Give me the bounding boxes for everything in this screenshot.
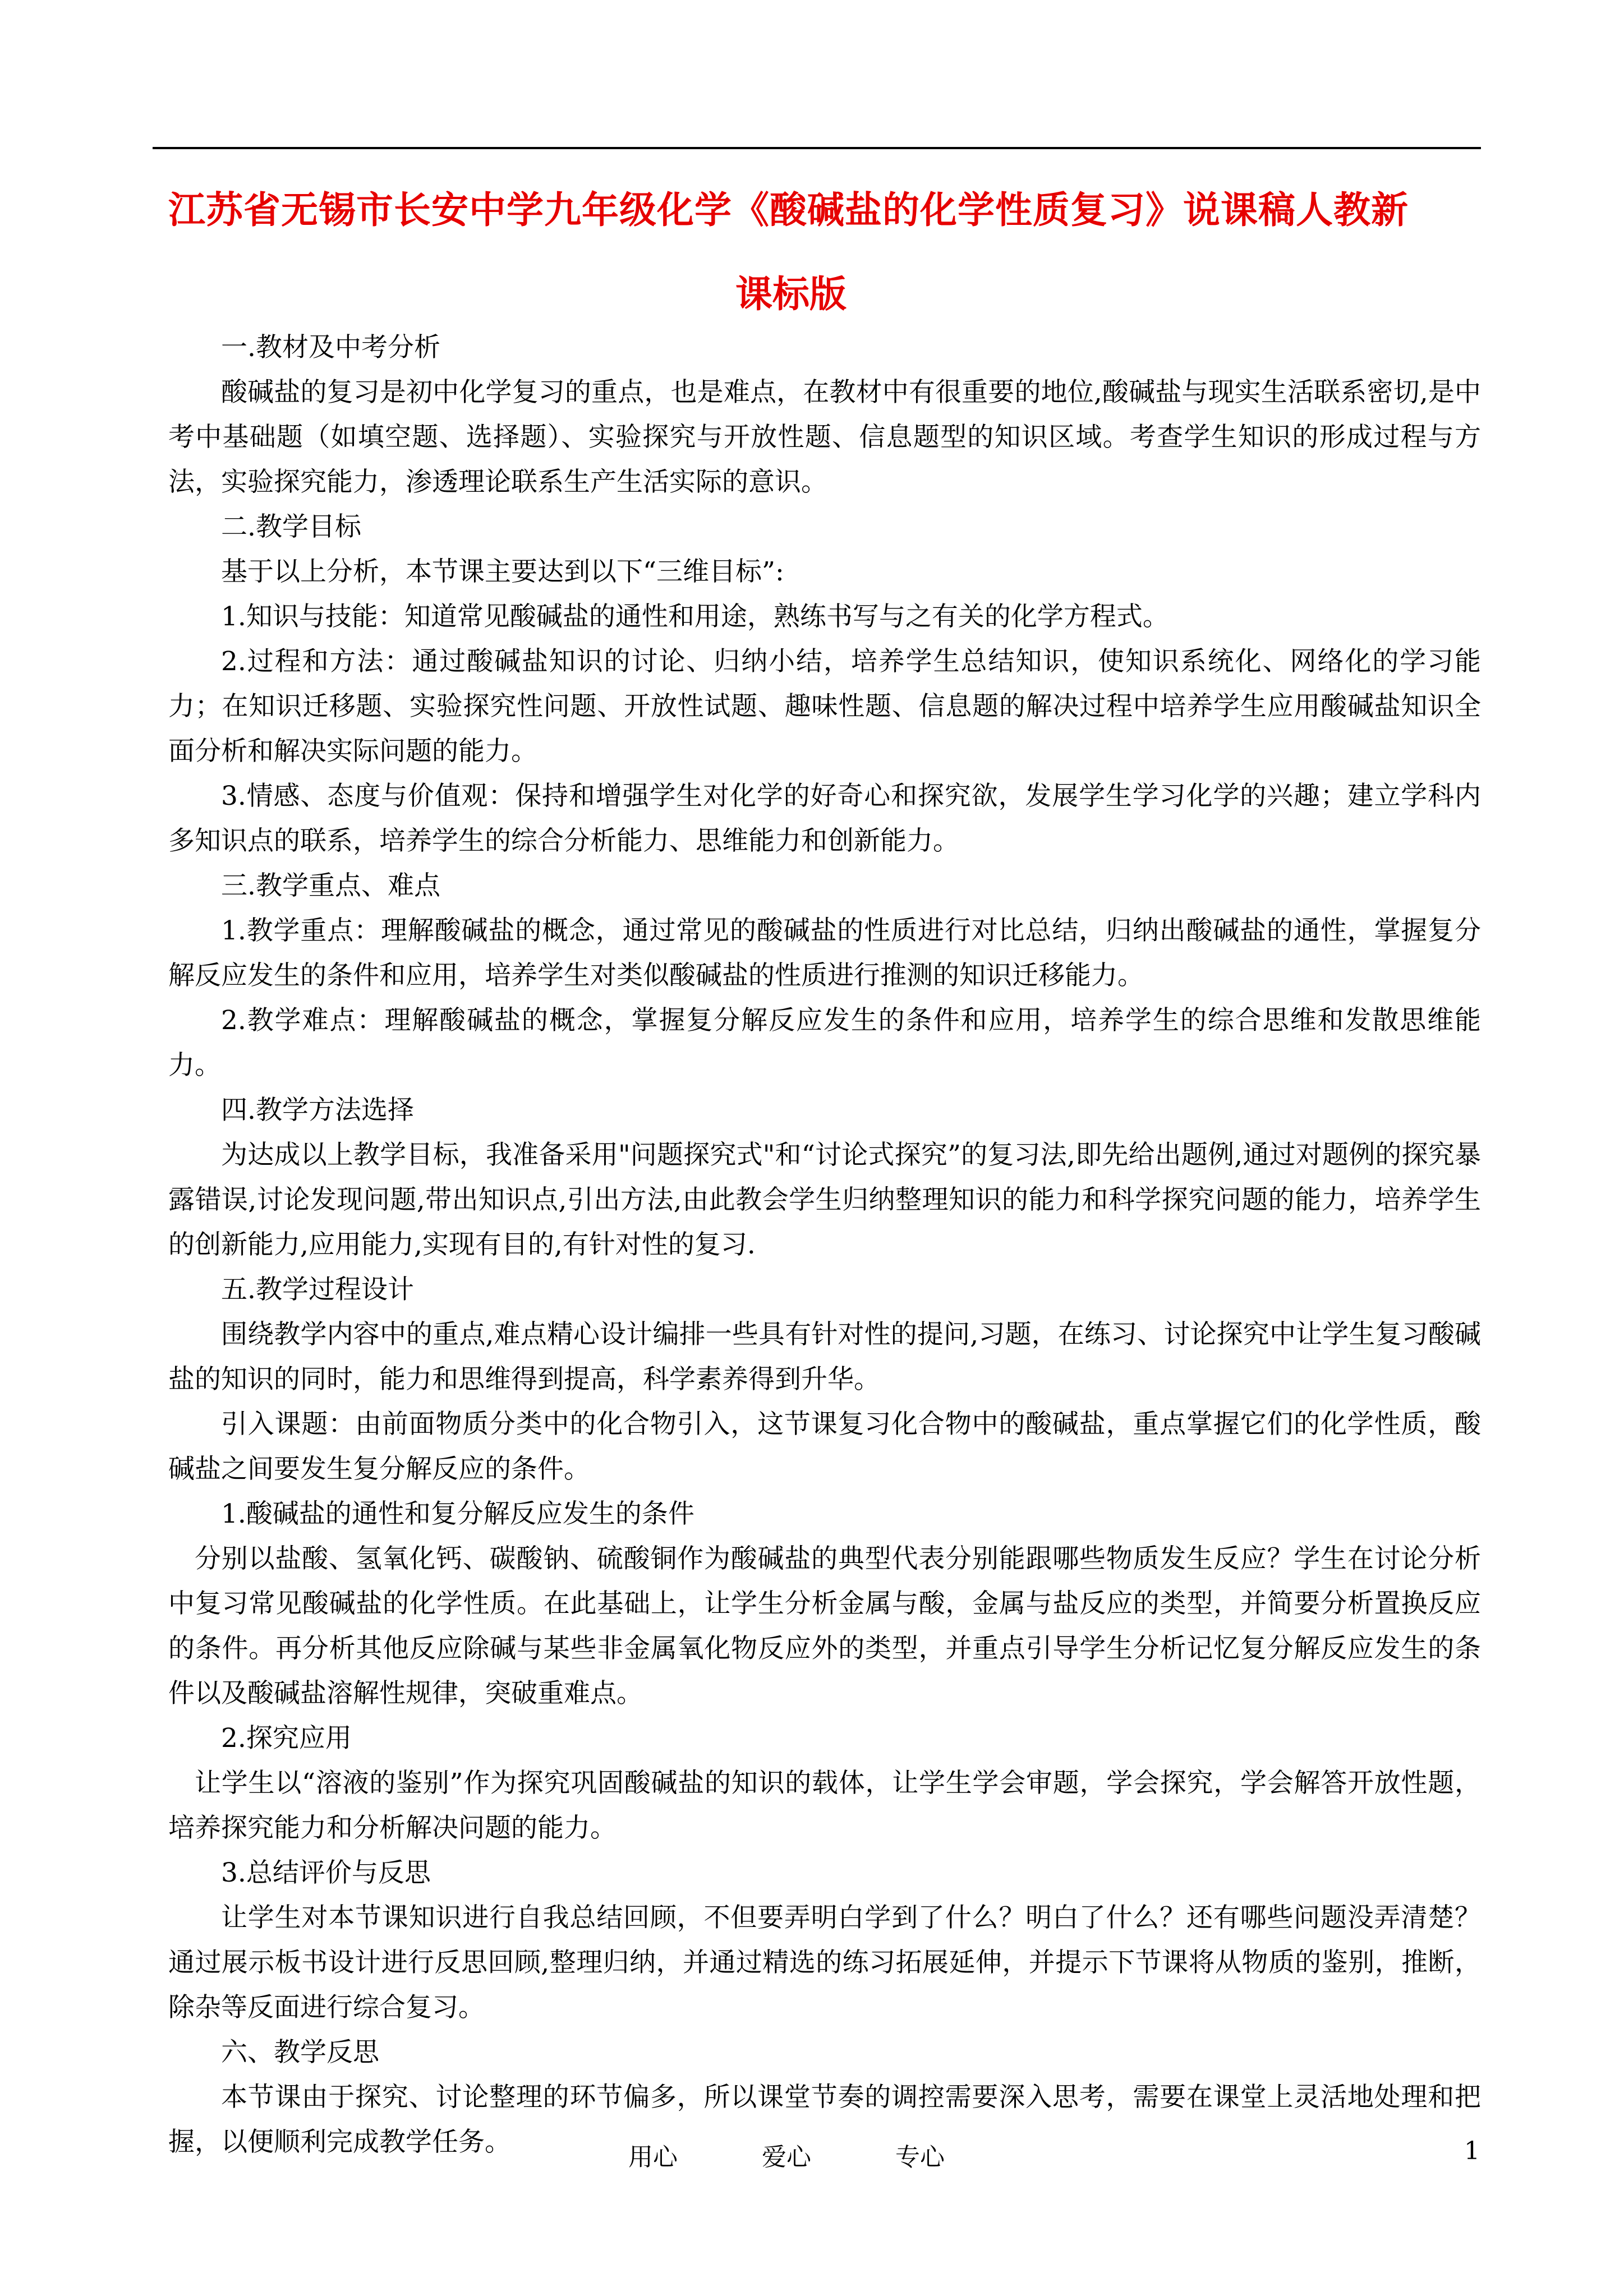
paragraph: 酸碱盐的复习是初中化学复习的重点，也是难点，在教材中有很重要的地位,酸碱盐与现实生活联系密切,是中考中基础题（如填空题、选择题）、实验探究与开放性题、信息题型的知识区域。考查学生知识的形成过程与方法，实验探究能力，渗透理论联系生产生活实际的意识。 [168,377,1481,497]
title-line-1: 江苏省无锡市长安中学九年级化学《酸碱盐的化学性质复习》说课稿人教新 [168,188,1409,232]
paragraph: 引入课题：由前面物质分类中的化合物引入，这节课复习化合物中的酸碱盐，重点掌握它们的化学性质，酸碱盐之间要发生复分解反应的条件。 [168,1409,1481,1484]
section-heading: 五.教学过程设计 [221,1274,414,1305]
section-heading: 六、教学反思 [221,2037,379,2068]
paragraph: 2.教学难点：理解酸碱盐的概念，掌握复分解反应发生的条件和应用，培养学生的综合思维和发散思维能力。 [168,1005,1481,1081]
page-number: 1 [1464,2137,1480,2165]
subsection-heading: 2.探究应用 [221,1723,352,1754]
section-heading: 二.教学目标 [221,511,361,542]
paragraph: 1.教学重点：理解酸碱盐的概念，通过常见的酸碱盐的性质进行对比总结，归纳出酸碱盐的通性，掌握复分解反应发生的条件和应用，培养学生对类似酸碱盐的性质进行推测的知识迁移能力。 [168,915,1481,991]
footer-slogan-word: 用心 [628,2143,678,2171]
footer-slogan-word: 爱心 [762,2143,811,2171]
subsection-heading: 1.酸碱盐的通性和复分解反应发生的条件 [221,1499,694,1529]
paragraph: 围绕教学内容中的重点,难点精心设计编排一些具有针对性的提问,习题，在练习、讨论探究中让学生复习酸碱盐的知识的同时，能力和思维得到提高，科学素养得到升华。 [168,1319,1481,1395]
paragraph: 让学生对本节课知识进行自我总结回顾，不但要弄明白学到了什么？明白了什么？还有哪些问题没弄清楚？通过展示板书设计进行反思回顾,整理归纳，并通过精选的练习拓展延伸，并提示下节课将从物质的鉴别，推断，除杂等反面进行综合复习。 [168,1902,1481,2023]
document-title [168,168,1481,336]
paragraph: 3.情感、态度与价值观：保持和增强学生对化学的好奇心和探究欲，发展学生学习化学的兴趣；建立学科内多知识点的联系，培养学生的综合分析能力、思维能力和创新能力。 [168,781,1481,856]
paragraph: 为达成以上教学目标，我准备采用"问题探究式"和“讨论式探究”的复习法,即先给出题例,通过对题例的探究暴露错误,讨论发现问题,带出知识点,引出方法,由此教会学生归纳整理知识的能力和科学探究问题的能力，培养学生的创新能力,应用能力,实现有目的,有针对性的复习. [168,1140,1481,1260]
paragraph: 本节课由于探究、讨论整理的环节偏多，所以课堂节奏的调控需要深入思考，需要在课堂上灵活地处理和把握，以便顺利完成教学任务。 [168,2082,1481,2157]
footer-slogan [628,2137,1029,2173]
page-footer [0,2137,1624,2182]
paragraph: 2.过程和方法：通过酸碱盐知识的讨论、归纳小结，培养学生总结知识，使知识系统化、网络化的学习能力；在知识迁移题、实验探究性问题、开放性试题、趣味性题、信息题的解决过程中培养学生应用酸碱盐知识全面分析和解决实际问题的能力。 [168,646,1481,767]
document-body [168,325,1481,2165]
paragraph: 分别以盐酸、氢氧化钙、碳酸钠、硫酸铜作为酸碱盐的典型代表分别能跟哪些物质发生反应？学生在讨论分析中复习常见酸碱盐的化学性质。在此基础上，让学生分析金属与酸，金属与盐反应的类型，并简要分析置换反应的条件。再分析其他反应除碱与某些非金属氧化物反应外的类型，并重点引导学生分析记忆复分解反应发生的条件以及酸碱盐溶解性规律，突破重难点。 [168,1543,1481,1709]
subsection-heading: 3.总结评价与反思 [221,1857,431,1888]
footer-slogan-word: 专心 [895,2143,945,2171]
header-rule [153,147,1481,149]
paragraph: 让学生以“溶液的鉴别”作为探究巩固酸碱盐的知识的载体，让学生学会审题，学会探究，学会解答开放性题，培养探究能力和分析解决问题的能力。 [168,1768,1481,1843]
section-heading: 一.教材及中考分析 [221,332,440,363]
section-heading: 四.教学方法选择 [221,1095,414,1126]
title-line-2: 课标版 [735,273,846,316]
section-heading: 三.教学重点、难点 [221,870,440,901]
paragraph: 1.知识与技能：知道常见酸碱盐的通性和用途，熟练书写与之有关的化学方程式。 [221,601,1169,632]
paragraph: 基于以上分析，本节课主要达到以下“三维目标”: [221,556,784,587]
